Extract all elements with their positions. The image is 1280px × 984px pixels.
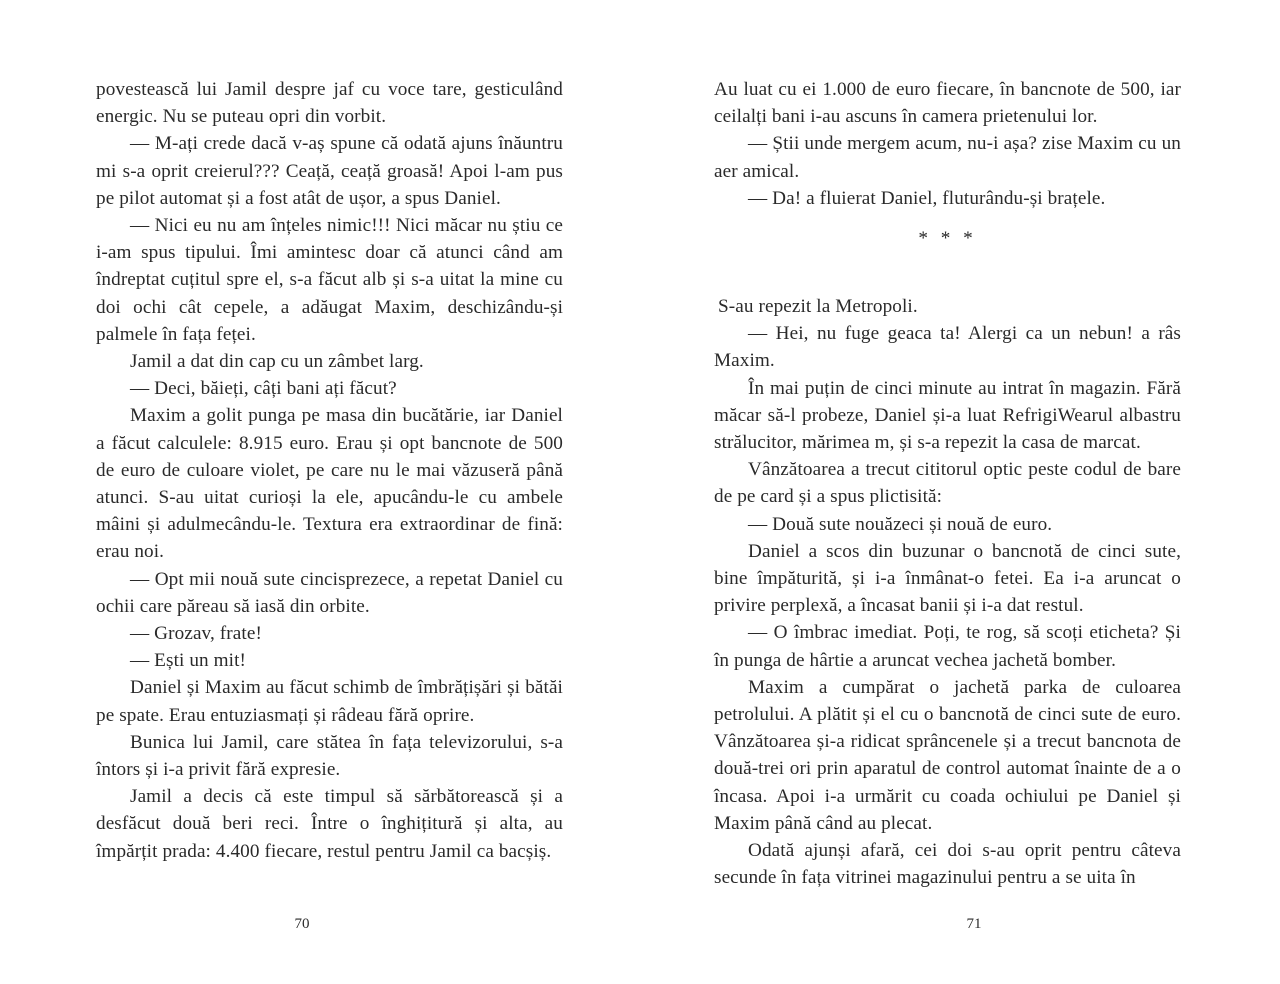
left-page-text	[96, 76, 563, 865]
paragraph: Daniel a scos din buzunar o bancnotă de cinci sute, bine împăturită, și i-a înmânat-o fetei. Ea i-a aruncat o privire perplexă, a încasat banii și i-a dat restul.	[714, 540, 1181, 617]
paragraph: Au luat cu ei 1.000 de euro fiecare, în bancnote de 500, iar ceilalți bani i-au ascuns în camera prietenului lor.	[714, 79, 1181, 128]
paragraph: Maxim a golit punga pe masa din bucătărie, iar Daniel a făcut calculele: 8.915 euro. Erau și opt bancnote de 500 de euro de culoare violet, pe care nu le mai văzuseră până atunci. S-au uitat curioși la ele, apucându-le cu ambele mâini și adulmecându-le. Textura era extraordinar de fină: erau noi.	[96, 405, 563, 563]
page-number: 70	[294, 916, 310, 932]
paragraph: Daniel și Maxim au făcut schimb de îmbrățișări și bătăi pe spate. Erau entuziasmați și râdeau fără oprire.	[96, 677, 563, 726]
paragraph: — Da! a fluierat Daniel, fluturându-și brațele.	[748, 187, 1106, 209]
paragraph: — O îmbrac imediat. Poți, te rog, să scoți eticheta? Și în punga de hârtie a aruncat vechea jachetă bomber.	[714, 622, 1181, 671]
paragraph: — Două sute nouăzeci și nouă de euro.	[748, 513, 1053, 535]
paragraph: Maxim a cumpărat o jachetă parka de culoarea petrolului. A plătit și el cu o bancnotă de cinci sute de euro. Vânzătoarea și-a ridicat sprâncenele și a trecut bancnota de două-trei ori prin aparatul de control automat înainte de a o încasa. Apoi i-a urmărit cu coada ochiului pe Daniel și Maxim până când au plecat.	[714, 676, 1181, 834]
paragraph: — Deci, băieți, câți bani ați făcut?	[130, 378, 397, 400]
paragraph: Odată ajunși afară, cei doi s-au oprit pentru câteva secunde în fața vitrinei magazinului pentru a se uita în	[714, 840, 1181, 889]
paragraph: povestească lui Jamil despre jaf cu voce tare, gesticulând energic. Nu se puteau opri din vorbit.	[96, 79, 563, 128]
section-break: * * *	[918, 228, 977, 250]
paragraph: Jamil a decis că este timpul să sărbătorească și a desfăcut două beri reci. Între o înghițitură și alta, au împărțit prada: 4.400 fiecare, restul pentru Jamil ca bacșiș.	[96, 786, 563, 862]
paragraph: Vânzătoarea a trecut cititorul optic peste codul de bare de pe card și a spus plictisită:	[714, 459, 1181, 508]
paragraph: — Grozav, frate!	[130, 623, 262, 645]
paragraph: — Opt mii nouă sute cincisprezece, a repetat Daniel cu ochii care păreau să iasă din orbite.	[96, 568, 563, 617]
page-number: 71	[966, 916, 982, 932]
paragraph: — Ești un mit!	[130, 650, 246, 672]
right-page	[640, 0, 1280, 984]
paragraph: Jamil a dat din cap cu un zâmbet larg.	[130, 351, 424, 373]
paragraph: S-au repezit la Metropoli.	[718, 296, 918, 318]
paragraph: — M-ați crede dacă v-aș spune că odată ajuns înăuntru mi s-a oprit creierul??? Ceață, ceață groasă! Apoi l-am pus pe pilot automat și a fost atât de ușor, a spus Daniel.	[96, 133, 563, 209]
right-page-text	[714, 76, 1181, 891]
paragraph: Bunica lui Jamil, care stătea în fața televizorului, s-a întors și i-a privit fără expresie.	[96, 731, 563, 781]
paragraph: — Hei, nu fuge geaca ta! Alergi ca un nebun! a râs Maxim.	[714, 323, 1181, 372]
paragraph: În mai puțin de cinci minute au intrat în magazin. Fără măcar să-l probeze, Daniel și-a luat RefrigiWearul albastru strălucitor, mărimea m, și s-a repezit la casa de marcat.	[714, 377, 1181, 454]
paragraph: — Știi unde mergem acum, nu-i așa? zise Maxim cu un aer amical.	[714, 133, 1181, 182]
paragraph: — Nici eu nu am înțeles nimic!!! Nici măcar nu știu ce i-am spus tipului. Îmi amintesc doar că atunci când am îndreptat cuțitul spre el, s-a făcut alb și s-a uitat la mine cu doi ochi cât cepele, a adăugat Maxim, deschizându-și palmele în fața feței.	[96, 215, 563, 345]
